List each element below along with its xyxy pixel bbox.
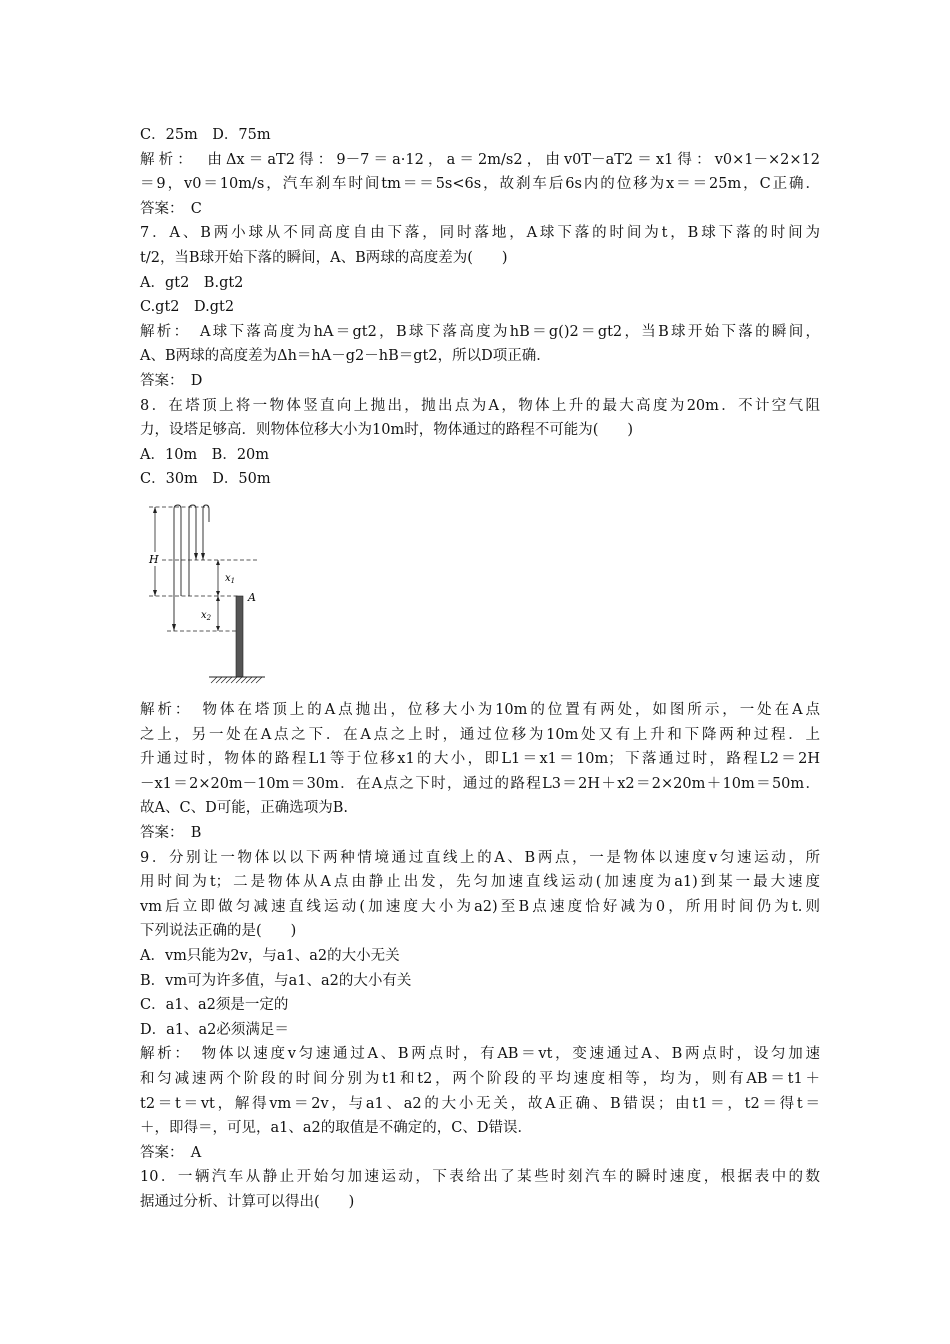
text-line: 10．一辆汽车从静止开始匀加速运动，下表给出了某些时刻汽车的瞬时速度，根据表中的数 — [140, 1169, 820, 1186]
text-line: C.gt2 D.gt2 — [140, 299, 235, 316]
text-line: 下列说法正确的是( ) — [140, 923, 297, 940]
text-line: A．vm只能为2v，与a1、a2的大小无关 — [140, 947, 400, 964]
arrow-down-icon — [201, 553, 205, 560]
text-line: 升通过时，物体的路程L1等于位移x1的大小，即L1＝x1＝10m；下落通过时，路程L2＝2H — [140, 751, 820, 768]
text-line: 解析： 物体以速度v匀速通过A、B两点时，有AB＝vt，变速通过A、B两点时，设匀加速 — [140, 1046, 820, 1063]
text-block-upper — [140, 123, 820, 492]
text-line: －x1＝2×20m－10m＝30m．在A点之下时，通过的路程L3＝2H＋x2＝2×20m＋10m＝50m． — [140, 775, 820, 792]
x2-arrow-down-icon — [216, 626, 220, 631]
text-line: 答案： D — [140, 372, 203, 389]
text-line: C．30m D．50m — [140, 471, 271, 488]
text-line: B．vm可为许多值，与a1、a2的大小有关 — [140, 972, 412, 989]
text-line: D．a1、a2必须满足＝ — [140, 1021, 289, 1038]
label-a: A — [248, 591, 256, 604]
text-line: t/2，当B球开始下落的瞬间，A、B两球的高度差为( ) — [140, 249, 508, 266]
text-line: 解析： A球下落高度为hA＝gt2，B球下落高度为hB＝g()2＝gt2，当B球开始下落的瞬间， — [140, 323, 820, 340]
text-line: 据通过分析、计算可以得出( ) — [140, 1193, 355, 1210]
text-line: 答案： B — [140, 824, 202, 841]
text-line: 7．A、B两小球从不同高度自由下落，同时落地，A球下落的时间为t，B球下落的时间为 — [140, 225, 820, 242]
text-line: 解析： 由Δx＝aT2得：9－7＝a·12，a＝2m/s2，由v0T－aT2＝x1得：v0×1－×2×12 — [140, 151, 820, 168]
text-line: C．25m D．75m — [140, 127, 271, 143]
text-block-lower — [140, 698, 820, 1214]
x1-arrow-up-icon — [216, 560, 220, 565]
text-line: 力，设塔足够高．则物体位移大小为10m时，物体通过的路程不可能为( ) — [140, 422, 634, 439]
label-x1: $x_1$ — [225, 573, 236, 585]
text-line: C．a1、a2须是一定的 — [140, 997, 289, 1014]
text-line: 答案： C — [140, 200, 202, 217]
trajectory-path-2 — [189, 505, 196, 596]
h-arrow-up-icon — [153, 507, 157, 513]
text-line: 8．在塔顶上将一物体竖直向上抛出，抛出点为A，物体上升的最大高度为20m．不计空气阻 — [140, 397, 820, 414]
ground-hatch — [211, 677, 262, 683]
trajectory-path-3 — [203, 505, 209, 560]
tower-throw-figure — [143, 500, 278, 690]
text-line: 和匀减速两个阶段的时间分别为t1和t2，两个阶段的平均速度相等，均为，则有AB＝t1＋ — [140, 1070, 820, 1087]
text-line: ＋，即得＝，可见，a1、a2的取值是不确定的，C、D错误． — [140, 1120, 532, 1137]
x1-arrow-down-icon — [216, 591, 220, 596]
label-x2: $x_2$ — [201, 610, 212, 622]
text-line: 故A、C、D可能，正确选项为B. — [140, 800, 348, 817]
trajectory-path-1 — [174, 505, 181, 631]
text-line: A．10m B．20m — [140, 446, 270, 463]
label-h: H — [149, 553, 159, 566]
x2-arrow-up-icon — [216, 596, 220, 601]
arrow-down-icon — [172, 624, 176, 631]
text-line: 9．分别让一物体以以下两种情境通过直线上的A、B两点，一是物体以速度v匀速运动，所 — [140, 849, 820, 866]
tower — [236, 596, 243, 677]
text-line: ＝9，v0＝10m/s，汽车刹车时间tm＝＝5s<6s，故刹车后6s内的位移为x＝＝25m，C正确． — [140, 176, 820, 193]
text-line: 答案： A — [140, 1144, 202, 1161]
text-line: 用时间为t；二是物体从A点由静止出发，先匀加速直线运动(加速度为a1)到某一最大速度 — [140, 874, 820, 891]
text-line: A、B两球的高度差为Δh＝hA－g2－hB＝gt2，所以D项正确． — [140, 348, 551, 365]
arrow-down-icon — [194, 553, 198, 560]
text-line: t2＝t＝vt，解得vm＝2v，与a1、a2的大小无关，故A正确、B错误；由t1＝，t2＝得t＝ — [140, 1095, 820, 1112]
text-line: vm后立即做匀减速直线运动(加速度大小为a2)至B点速度恰好减为0，所用时间仍为t.则 — [140, 898, 820, 915]
text-line: A．gt2 B.gt2 — [140, 274, 244, 291]
h-arrow-down-icon — [153, 590, 157, 596]
text-line: 解析： 物体在塔顶上的A点抛出，位移大小为10m的位置有两处，如图所示，一处在A点 — [140, 702, 820, 718]
text-line: 之上，另一处在A点之下．在A点之上时，通过位移为10m处又有上升和下降两种过程．上 — [140, 726, 820, 743]
